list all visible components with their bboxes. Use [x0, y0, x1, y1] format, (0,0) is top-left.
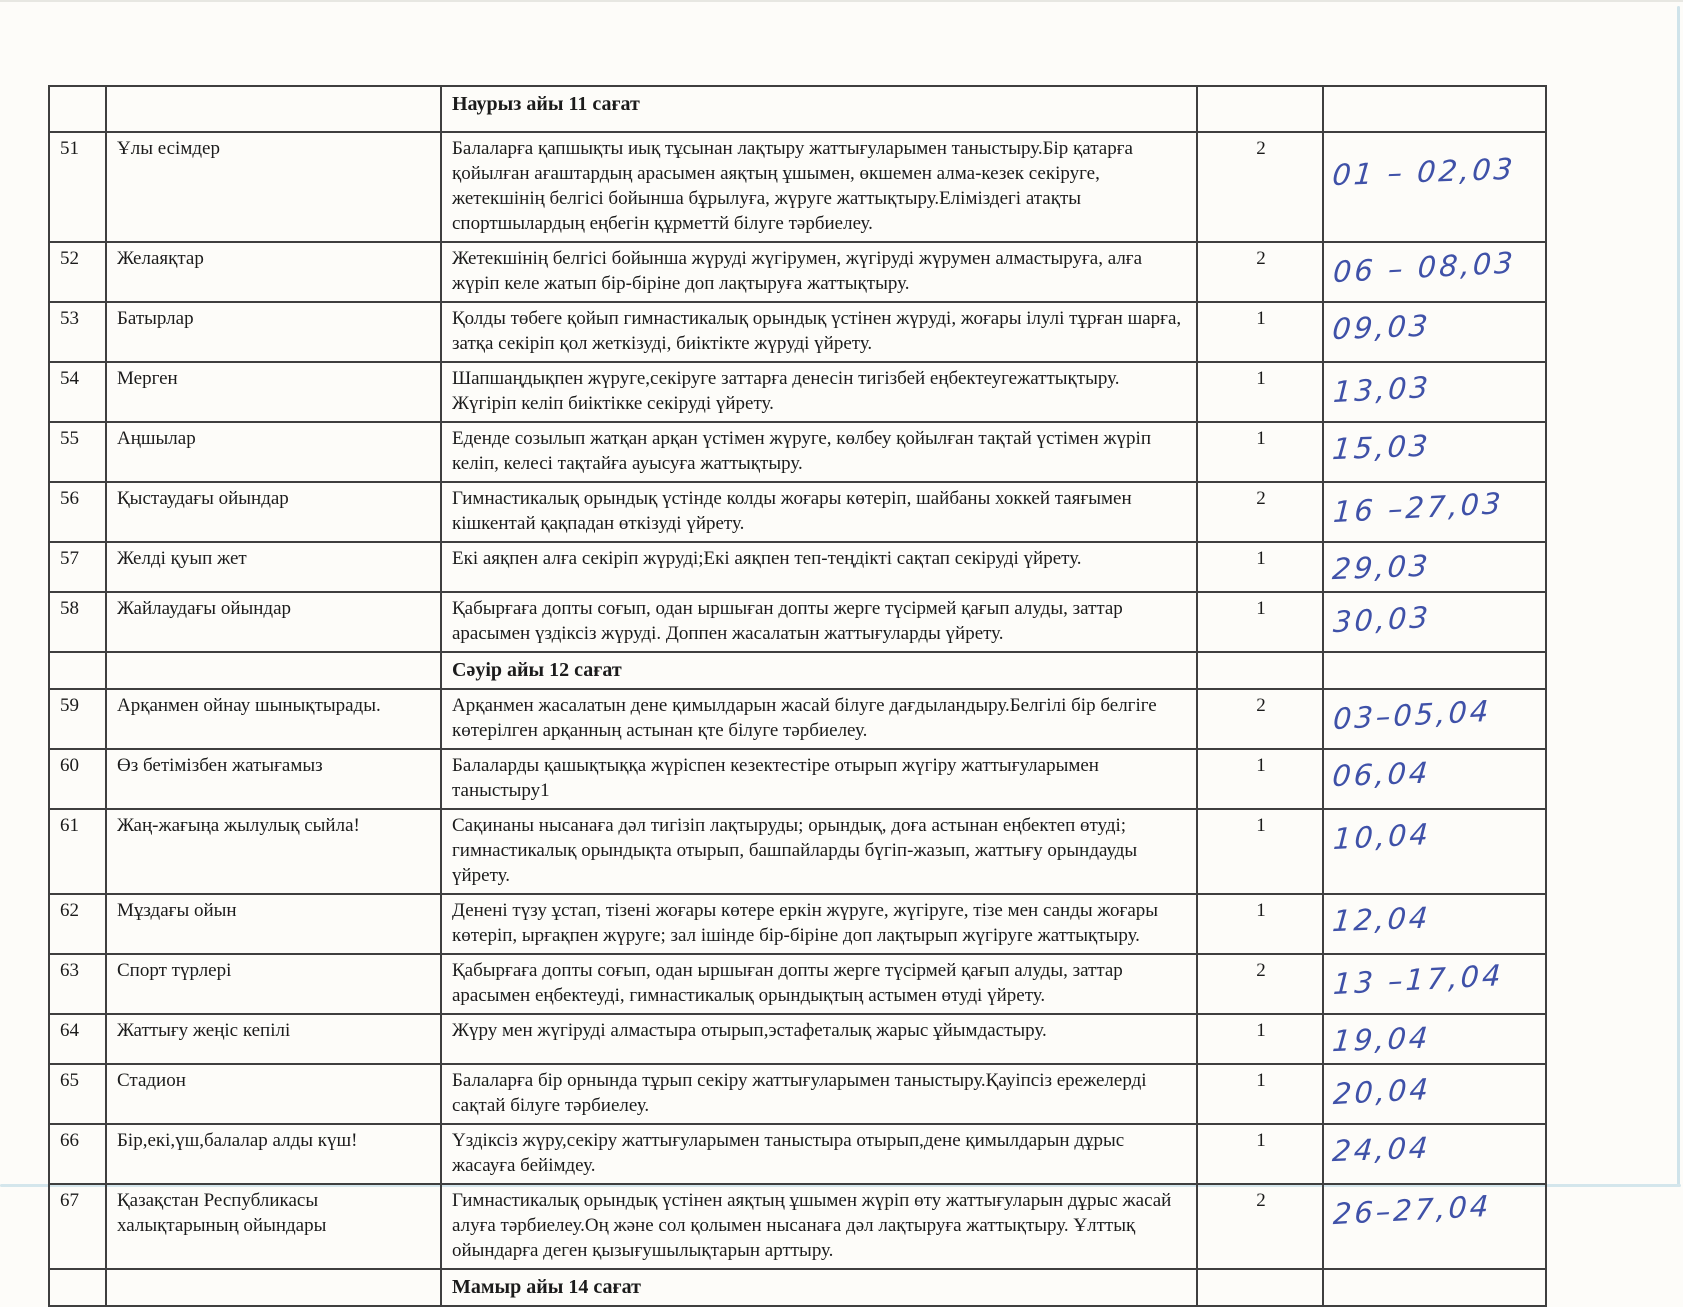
empty-cell — [1197, 86, 1323, 132]
hours-count: 2 — [1197, 132, 1323, 242]
date-cell — [1323, 749, 1546, 809]
row-number: 65 — [49, 1064, 106, 1124]
empty-cell — [1323, 86, 1546, 132]
activity-description: Балаларға қапшықты иық тұсынан лақтыру жаттығуларымен таныстыру.Бір қатарға қойылған ағаштардың арасымен аяқтың ұшымен, өкшемен алма-кезек секіруге, жетекшінің белгісі бойынша бұрылуға, жүруге жаттықтыру.Еліміздегі атақты спортшылардың еңбегін құрметтй білуге тәрбиелеу. — [441, 132, 1197, 242]
date-cell — [1323, 1124, 1546, 1184]
row-number: 55 — [49, 422, 106, 482]
empty-cell — [49, 1269, 106, 1306]
activity-title: Спорт түрлері — [106, 954, 441, 1014]
date-cell — [1323, 1014, 1546, 1064]
empty-cell — [106, 1269, 441, 1306]
empty-cell — [49, 652, 106, 689]
date-cell — [1323, 1184, 1546, 1269]
row-number: 66 — [49, 1124, 106, 1184]
activity-description: Шапшаңдықпен жүруге,секіруге заттарға денесін тигізбей еңбектеугежаттықтыру. Жүгіріп келіп биіктікке секіруді үйрету. — [441, 362, 1197, 422]
activity-title: Жаң-жағыңа жылулық сыйла! — [106, 809, 441, 894]
scan-edge-right — [1677, 6, 1680, 1186]
date-cell — [1323, 954, 1546, 1014]
activity-title: Жайлаудағы ойындар — [106, 592, 441, 652]
date-cell — [1323, 1064, 1546, 1124]
activity-title: Батырлар — [106, 302, 441, 362]
activity-description: Гимнастикалық орындық үстінде колды жоғары көтеріп, шайбаны хоккей таяғымен кішкентай қақпадан өткізуді үйрету. — [441, 482, 1197, 542]
table-row — [49, 482, 1546, 542]
activity-description: Денені түзу ұстап, тізені жоғары көтере еркін жүруге, жүгіруге, тізе мен санды жоғары көтеріп, ырғақпен жүруге; зал ішінде бір-біріне доп лақтырып жүгіруге жаттықтыру. — [441, 894, 1197, 954]
handwritten-date: 26–27,04 — [1332, 1188, 1493, 1232]
activity-description: Жүру мен жүгіруді алмастыра отырып,эстафеталық жарыс ұйымдастыру. — [441, 1014, 1197, 1064]
empty-cell — [1323, 652, 1546, 689]
activity-description: Жетекшінің белгісі бойынша жүруді жүгірумен, жүгіруді жүрумен алмастыруға, алға жүріп келе жатып бір-біріне доп лақтыруға жаттықтыру. — [441, 242, 1197, 302]
handwritten-date: 13,03 — [1332, 369, 1432, 410]
activity-description: Қолды төбеге қойып гимнастикалық орындық үстінен жүруді, жоғары ілулі тұрған шарға, затқа секіріп қол жеткізуді, биіктікте жүруді үйрету. — [441, 302, 1197, 362]
hours-count: 1 — [1197, 302, 1323, 362]
activity-title: Мерген — [106, 362, 441, 422]
section-label: Наурыз айы 11 сағат — [441, 86, 1197, 132]
activity-title: Қыстаудағы ойындар — [106, 482, 441, 542]
activity-description: Балаларға бір орнында тұрып секіру жаттығуларымен таныстыру.Қауіпсіз ережелерді сақтай білуге тәрбиелеу. — [441, 1064, 1197, 1124]
handwritten-date: 16 –27,03 — [1332, 486, 1505, 530]
hours-count: 1 — [1197, 1014, 1323, 1064]
row-number: 62 — [49, 894, 106, 954]
activity-description: Еденде созылып жатқан арқан үстімен жүруге, көлбеу қойылған тақтай үстімен жүріп келіп, келесі тақтайға ауысуға жаттықтыру. — [441, 422, 1197, 482]
activity-title: Жаттығу жеңіс кепілі — [106, 1014, 441, 1064]
handwritten-date: 24,04 — [1331, 1130, 1432, 1169]
date-cell — [1323, 482, 1546, 542]
section-label: Мамыр айы 14 сағат — [441, 1269, 1197, 1306]
activity-description: Арқанмен жасалатын дене қимылдарын жасай білуге дағдыландыру.Белгілі бір белгіге көтерілген арқанның астынан қте білуге тәрбиелеу. — [441, 689, 1197, 749]
row-number: 61 — [49, 809, 106, 894]
table-row — [49, 1064, 1546, 1124]
hours-count: 1 — [1197, 542, 1323, 592]
date-cell — [1323, 132, 1546, 242]
handwritten-date: 19,04 — [1331, 1020, 1432, 1059]
table-row — [49, 749, 1546, 809]
date-cell — [1323, 592, 1546, 652]
activity-title: Арқанмен ойнау шынықтырады. — [106, 689, 441, 749]
hours-count: 2 — [1197, 689, 1323, 749]
empty-cell — [1197, 1269, 1323, 1306]
section-label: Сәуір айы 12 сағат — [441, 652, 1197, 689]
row-number: 67 — [49, 1184, 106, 1269]
hours-count: 2 — [1197, 954, 1323, 1014]
row-number: 60 — [49, 749, 106, 809]
handwritten-date: 29,03 — [1331, 548, 1432, 587]
row-number: 52 — [49, 242, 106, 302]
row-number: 53 — [49, 302, 106, 362]
date-cell — [1323, 542, 1546, 592]
activity-title: Мұздағы ойын — [106, 894, 441, 954]
handwritten-date: 10,04 — [1332, 816, 1432, 857]
row-number: 59 — [49, 689, 106, 749]
activity-title: Аңшылар — [106, 422, 441, 482]
table-row — [49, 1124, 1546, 1184]
date-cell — [1323, 894, 1546, 954]
section-row — [49, 1269, 1546, 1306]
hours-count: 2 — [1197, 482, 1323, 542]
empty-cell — [49, 86, 106, 132]
hours-count: 1 — [1197, 362, 1323, 422]
date-cell — [1323, 422, 1546, 482]
hours-count: 1 — [1197, 1124, 1323, 1184]
handwritten-date: 30,03 — [1332, 599, 1432, 640]
activity-description: Қабырғаға допты соғып, одан ыршыған допты жерге түсірмей қағып алуды, заттар арасымен үздіксіз жүруді. Доппен жасалатын жаттығуларды үйрету. — [441, 592, 1197, 652]
activity-description: Гимнастикалық орындық үстінен аяқтың ұшымен жүріп өту жаттығуларын дұрыс жасай алуға тәрбиелеу.Оң және сол қолымен нысанаға дәл лақтыруға жаттықтыру. Ұлттық ойындарға деген қызығушылықтарын арттыру. — [441, 1184, 1197, 1269]
activity-title: Ұлы есімдер — [106, 132, 441, 242]
row-number: 63 — [49, 954, 106, 1014]
row-number: 64 — [49, 1014, 106, 1064]
handwritten-date: 03–05,04 — [1332, 693, 1493, 737]
activity-description: Үздіксіз жүру,секіру жаттығуларымен таныстыра отырып,дене қимылдарын дұрыс жасауға бейімдеу. — [441, 1124, 1197, 1184]
activity-title: Стадион — [106, 1064, 441, 1124]
activity-title: Өз бетімізбен жатығамыз — [106, 749, 441, 809]
table-row — [49, 132, 1546, 242]
hours-count: 1 — [1197, 592, 1323, 652]
activity-title: Желді қуып жет — [106, 542, 441, 592]
hours-count: 1 — [1197, 749, 1323, 809]
date-cell — [1323, 809, 1546, 894]
activity-description: Қабырғаға допты соғып, одан ыршыған допты жерге түсірмей қағып алуды, заттар арасымен еңбектеуді, гимнастикалық орындықтың астымен өтуді үйрету. — [441, 954, 1197, 1014]
date-cell — [1323, 302, 1546, 362]
hours-count: 1 — [1197, 894, 1323, 954]
date-cell — [1323, 242, 1546, 302]
table-row — [49, 362, 1546, 422]
handwritten-date: 09,03 — [1331, 308, 1432, 347]
activity-title: Желаяқтар — [106, 242, 441, 302]
row-number: 51 — [49, 132, 106, 242]
table-row — [49, 592, 1546, 652]
row-number: 54 — [49, 362, 106, 422]
table-row — [49, 954, 1546, 1014]
handwritten-date: 12,04 — [1331, 900, 1432, 939]
table-row — [49, 809, 1546, 894]
table-row — [49, 894, 1546, 954]
handwritten-date: 15,03 — [1331, 428, 1432, 467]
handwritten-date: 13 –17,04 — [1332, 958, 1505, 1002]
activity-description: Екі аяқпен алға секіріп жүруді;Екі аяқпен теп-теңдікті сақтап секіруді үйрету. — [441, 542, 1197, 592]
handwritten-date: 06 – 08,03 — [1332, 245, 1517, 290]
table-row — [49, 422, 1546, 482]
handwritten-date: 01 – 02,03 — [1331, 151, 1517, 193]
table-row — [49, 242, 1546, 302]
activity-description: Сақинаны нысанаға дәл тигізіп лақтыруды; орындық, доға астынан еңбектеп өтуді; гимнастикалық орындықта отырып, башпайларды бүгіп-жазып, жаттығу орындауды үйрету. — [441, 809, 1197, 894]
empty-cell — [1323, 1269, 1546, 1306]
row-number: 58 — [49, 592, 106, 652]
curriculum-table — [48, 85, 1547, 1307]
empty-cell — [1197, 652, 1323, 689]
table-row — [49, 1184, 1546, 1269]
empty-cell — [106, 652, 441, 689]
handwritten-date: 06,04 — [1331, 755, 1432, 794]
section-row — [49, 652, 1546, 689]
handwritten-date: 20,04 — [1332, 1071, 1432, 1112]
date-cell — [1323, 362, 1546, 422]
hours-count: 1 — [1197, 809, 1323, 894]
table-row — [49, 542, 1546, 592]
hours-count: 2 — [1197, 242, 1323, 302]
hours-count: 1 — [1197, 422, 1323, 482]
activity-description: Балаларды қашықтыққа жүріспен кезектестіре отырып жүгіру жаттығуларымен таныстыру1 — [441, 749, 1197, 809]
activity-title: Қазақстан Республикасы халықтарының ойындары — [106, 1184, 441, 1269]
hours-count: 2 — [1197, 1184, 1323, 1269]
table-row — [49, 689, 1546, 749]
row-number: 56 — [49, 482, 106, 542]
empty-cell — [106, 86, 441, 132]
scan-edge-top — [0, 0, 1683, 2]
table-row — [49, 1014, 1546, 1064]
row-number: 57 — [49, 542, 106, 592]
activity-title: Бір,екі,үш,балалар алды күш! — [106, 1124, 441, 1184]
table-row — [49, 302, 1546, 362]
section-row — [49, 86, 1546, 132]
date-cell — [1323, 689, 1546, 749]
hours-count: 1 — [1197, 1064, 1323, 1124]
